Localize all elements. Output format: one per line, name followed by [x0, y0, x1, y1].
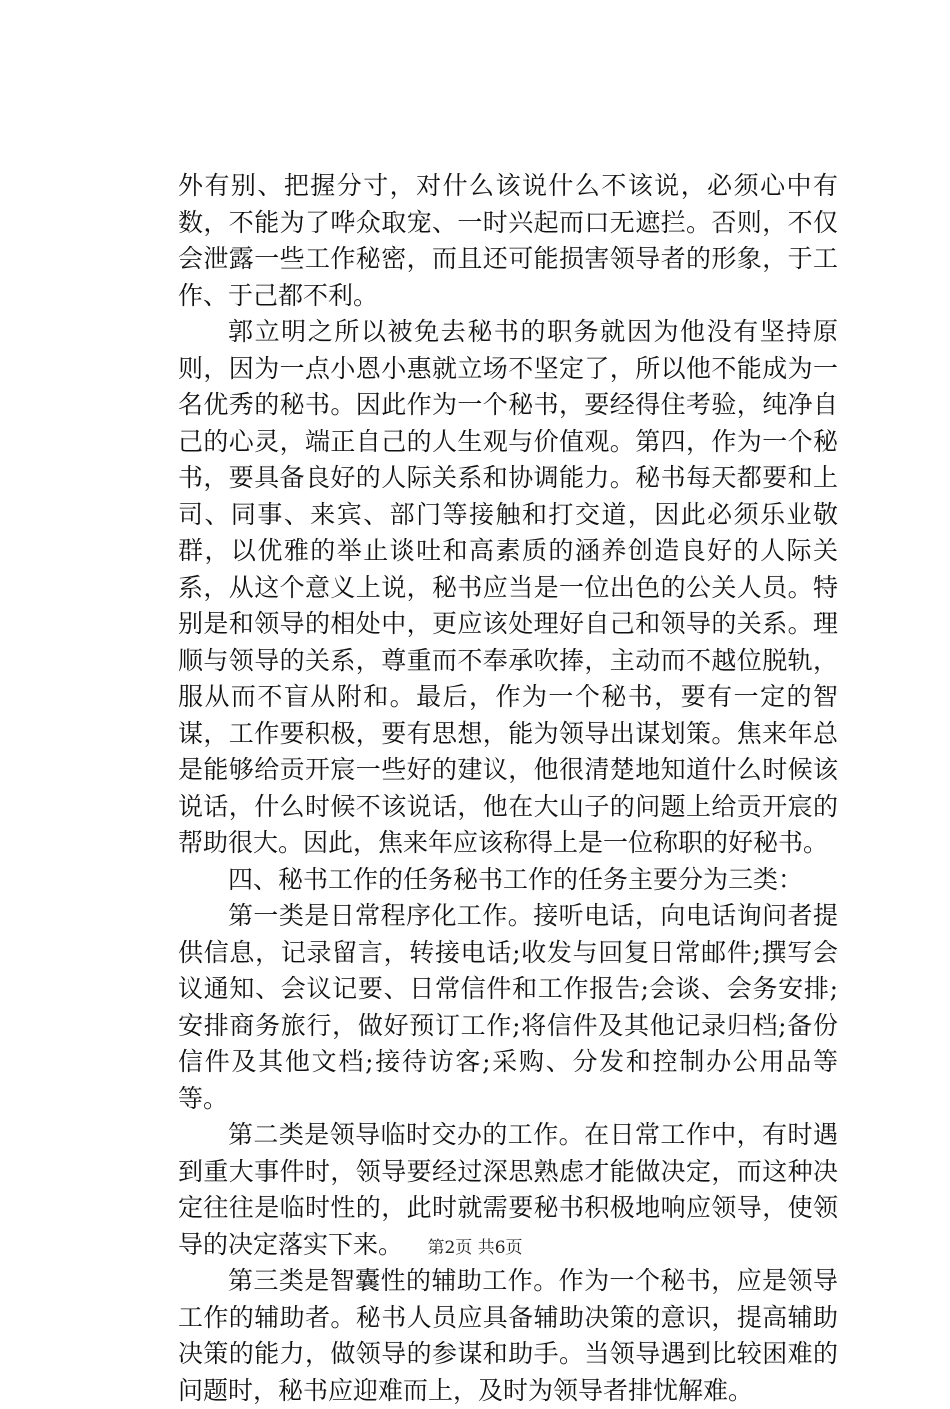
paragraph-4: 第一类是日常程序化工作。接听电话，向电话询问者提供信息，记录留言，转接电话;收发与回复日常邮件;撰写会议通知、会议记要、日常信件和工作报告;会谈、会务安排;安排商务旅行，做好预订工作;将信件及其他记录归档;备份信件及其他文档;接待访客;采购、分发和控制办公用品等等。: [178, 901, 838, 1113]
document-body: [178, 168, 838, 1409]
paragraph-5: 第二类是领导临时交办的工作。在日常工作中，有时遇到重大事件时，领导要经过深思熟虑才能做决定，而这种决定往往是临时性的，此时就需要秘书积极地响应领导，使领导的决定落实下来。: [178, 1120, 838, 1259]
paragraph-6: 第三类是智囊性的辅助工作。作为一个秘书，应是领导工作的辅助者。秘书人员应具备辅助决策的意识，提高辅助决策的能力，做领导的参谋和助手。当领导遇到比较困难的问题时，秘书应迎难而上，及时为领导者排忧解难。: [178, 1266, 838, 1405]
page-footer: [0, 1238, 950, 1258]
paragraph-3-heading: 四、秘书工作的任务秘书工作的任务主要分为三类：: [228, 864, 804, 894]
page-number: 第2页 共6页: [427, 1238, 523, 1258]
paragraph-1: 外有别、把握分寸，对什么该说什么不该说，必须心中有数，不能为了哗众取宠、一时兴起而口无遮拦。否则，不仅会泄露一些工作秘密，而且还可能损害领导者的形象，于工作、于己都不利。: [178, 171, 838, 310]
paragraph-2: 郭立明之所以被免去秘书的职务就因为他没有坚持原则，因为一点小恩小惠就立场不坚定了，所以他不能成为一名优秀的秘书。因此作为一个秘书，要经得住考验，纯净自己的心灵，端正自己的人生观与价值观。第四，作为一个秘书，要具备良好的人际关系和协调能力。秘书每天都要和上司、同事、来宾、部门等接触和打交道，因此必须乐业敬群，以优雅的举止谈吐和高素质的涵养创造良好的人际关系，从这个意义上说，秘书应当是一位出色的公关人员。特别是和领导的相处中，更应该处理好自己和领导的关系。理顺与领导的关系，尊重而不奉承吹捧，主动而不越位脱轨，服从而不盲从附和。最后，作为一个秘书，要有一定的智谋，工作要积极，要有思想，能为领导出谋划策。焦来年总是能够给贡开宸一些好的建议，他很清楚地知道什么时候该说话，什么时候不该说话，他在大山子的问题上给贡开宸的帮助很大。因此，焦来年应该称得上是一位称职的好秘书。: [178, 317, 838, 857]
